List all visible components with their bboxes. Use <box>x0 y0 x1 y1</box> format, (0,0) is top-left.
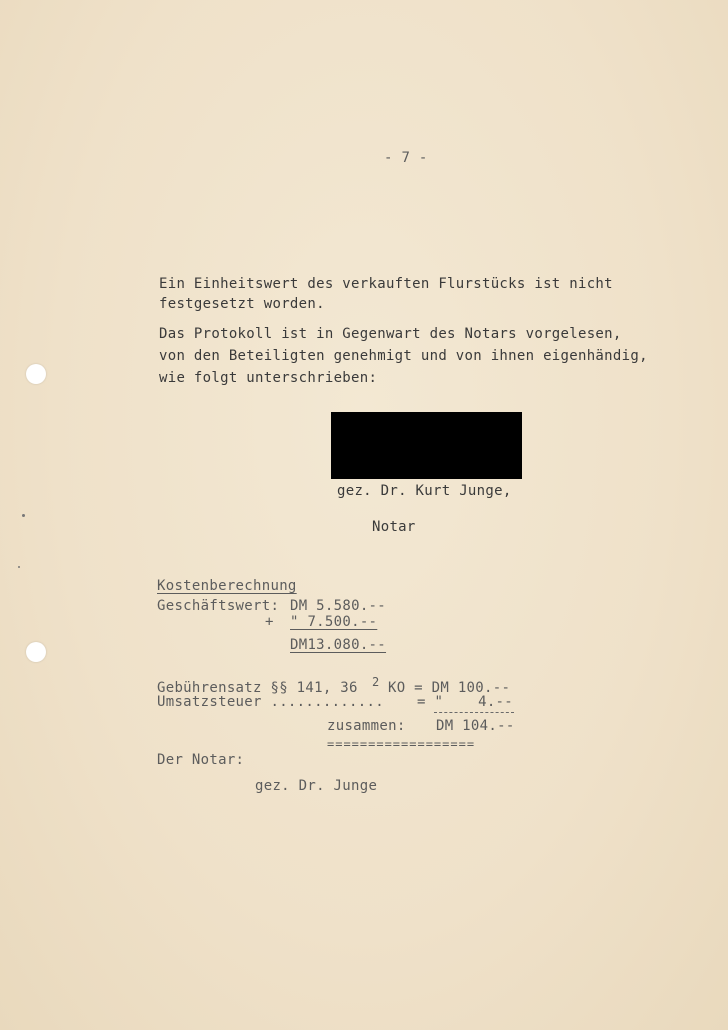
business-value-total: DM13.080.-- <box>290 637 387 653</box>
total-value: DM 104.-- <box>436 718 515 734</box>
paragraph-1-line-2: festgesetzt worden. <box>159 296 325 312</box>
redaction-box <box>331 412 522 479</box>
paragraph-2-line-1: Das Protokoll ist in Gegenwart des Notars vorgelesen, <box>159 326 622 342</box>
total-label: zusammen: <box>327 718 406 734</box>
punch-hole-upper <box>26 364 46 384</box>
cost-heading: Kostenberechnung <box>157 578 297 594</box>
closing-label: Der Notar: <box>157 752 245 768</box>
fee-suffix: KO = DM 100.-- <box>388 680 511 696</box>
paper-speck <box>18 566 20 568</box>
closing-signature: gez. Dr. Junge <box>255 778 378 794</box>
signature-title: Notar <box>372 519 416 535</box>
paper-speck <box>22 514 25 517</box>
vat-label: Umsatzsteuer ............. <box>157 694 384 710</box>
paragraph-1-line-1: Ein Einheitswert des verkauften Flurstücks ist nicht <box>159 276 613 292</box>
business-value-1: DM 5.580.-- <box>290 598 387 614</box>
business-value-2: " 7.500.-- <box>290 614 378 630</box>
page-number: - 7 - <box>384 150 428 166</box>
paragraph-2-line-2: von den Beteiligten genehmigt und von ihnen eigenhändig, <box>159 348 648 364</box>
vat-value: = " 4.-- <box>417 694 514 710</box>
fee-superscript: 2 <box>372 675 380 689</box>
fee-label: Gebührensatz §§ 141, 36 <box>157 680 358 696</box>
signature-name: gez. Dr. Kurt Junge, <box>337 483 512 499</box>
vat-underline <box>434 712 514 713</box>
paragraph-2-line-3: wie folgt unterschrieben: <box>159 370 378 386</box>
punch-hole-lower <box>26 642 46 662</box>
plus-sign: + <box>265 614 274 630</box>
total-double-underline: ================== <box>327 737 476 751</box>
business-value-label: Geschäftswert: <box>157 598 280 614</box>
